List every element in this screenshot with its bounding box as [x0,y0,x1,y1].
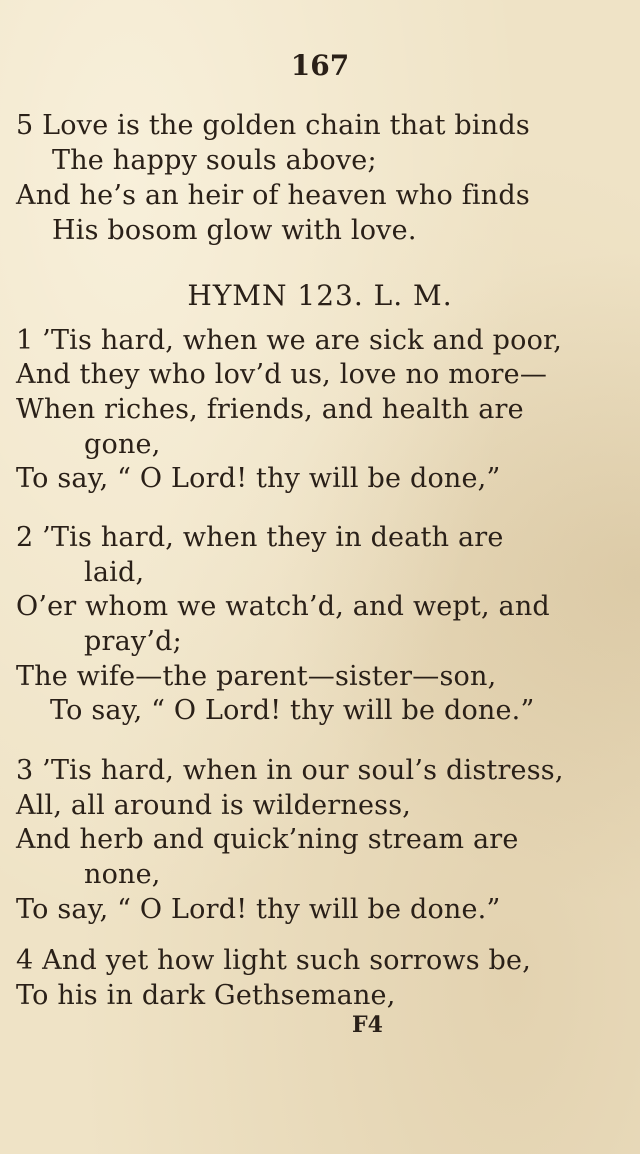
verse-line: And they who lov’d us, love no more— [16,359,548,390]
verse-line: 4 And yet how light such sorrows be, [16,945,532,976]
verse-line: 1 ’Tis hard, when we are sick and poor, [16,325,562,356]
verse-line-continuation: laid, [84,557,145,588]
verse-line: And he’s an heir of heaven who finds [16,180,530,211]
verse-line: 2 ’Tis hard, when they in death are [16,522,504,553]
verse-line: To say, “ O Lord! thy will be done.” [16,894,501,925]
verse-line: 5 Love is the golden chain that binds [16,110,530,141]
verse-line: All, all around is wilderness, [16,790,412,821]
verse-line: O’er whom we watch’d, and wept, and [16,591,550,622]
hymn-heading: HYMN 123. L. M. [187,279,453,312]
verse-line-continuation: none, [84,859,161,890]
verse-line: To say, “ O Lord! thy will be done,” [16,463,501,494]
verse-line: 3 ’Tis hard, when in our soul’s distress, [16,755,564,786]
verse-line: The happy souls above; [52,145,377,176]
verse-line: When riches, friends, and health are [16,394,524,425]
verse-line: To his in dark Gethsemane, [16,980,396,1011]
verse-line: The wife—the parent—sister—son, [16,661,497,692]
verse-line: And herb and quick’ning stream are [16,824,519,855]
verse-line: His bosom glow with love. [52,215,417,246]
signature-mark: F4 [352,1012,383,1038]
verse-line: To say, “ O Lord! thy will be done.” [50,695,535,726]
page-number: 167 [290,49,350,82]
verse-line-continuation: pray’d; [84,626,182,657]
verse-line-continuation: gone, [84,429,161,460]
